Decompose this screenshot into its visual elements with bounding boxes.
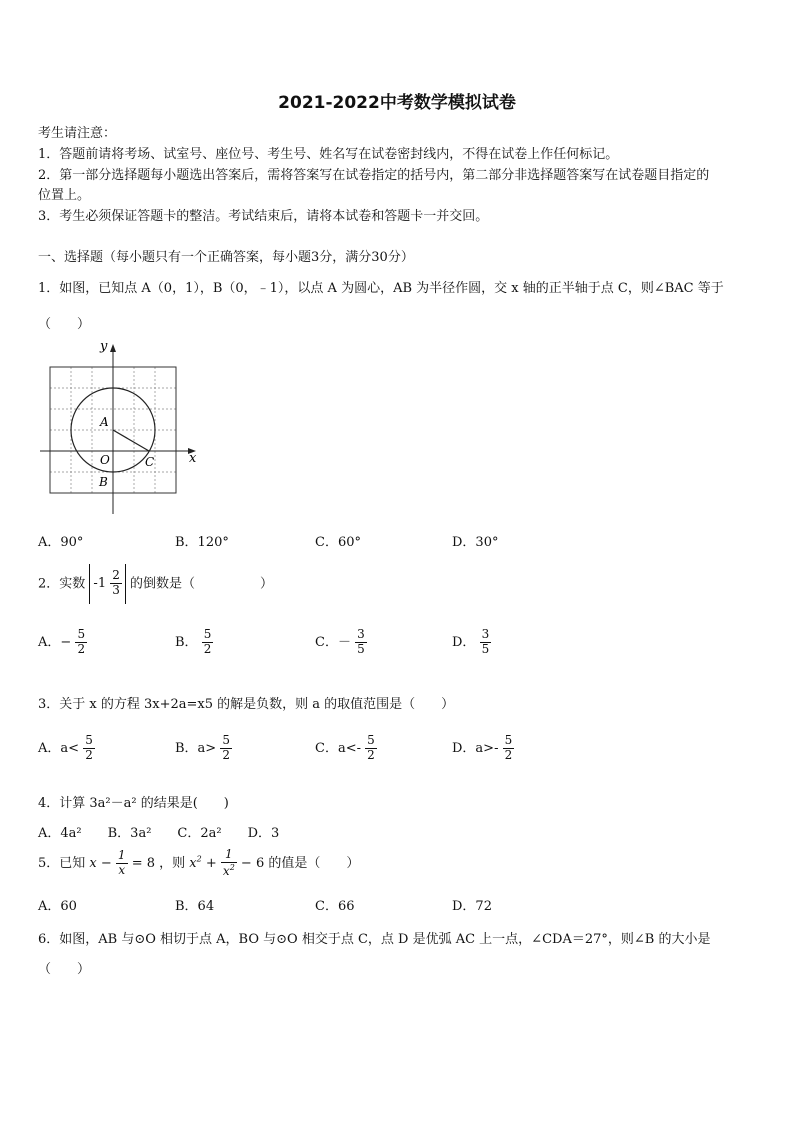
fig-label-C: C xyxy=(145,455,155,469)
q5-option-d: D．72 xyxy=(452,899,492,914)
q5-pre: 5．已知 xyxy=(38,855,86,871)
notice-heading: 考生请注意： xyxy=(38,126,117,141)
q2-line xyxy=(38,564,273,604)
q3-option-a: A．a< $\frac{5}{2}$ xyxy=(38,733,93,762)
fig-label-y: y xyxy=(100,339,108,354)
q2-option-c: C．－ $\frac{3}{5}$ xyxy=(315,627,365,656)
notice-item-3: 3．考生必须保证答题卡的整洁。考试结束后，请将本试卷和答题卡一并交回。 xyxy=(38,209,489,224)
q2-abs-value xyxy=(89,564,125,604)
q5-option-b: B．64 xyxy=(175,899,215,914)
q2-post: 的倒数是（ ） xyxy=(130,576,274,592)
q3-option-d: D．a>- $\frac{5}{2}$ xyxy=(452,733,513,762)
q4-text: 4．计算 3a²－a² 的结果是( ) xyxy=(38,796,229,811)
q1-figure xyxy=(36,338,200,518)
q5-line: 5．已知 x − $\frac{1}{x}$ = 8 ，则 $x^2$ + $\frac{1}{x^2}$ − 6 的值是（ ） xyxy=(38,847,360,878)
q6-paren: （ ） xyxy=(38,962,91,977)
q3-option-b: B．a> $\frac{5}{2}$ xyxy=(175,733,230,762)
q5-expr-left: x − $\frac{1}{x}$ xyxy=(89,848,126,877)
q2-num: 2 xyxy=(112,568,120,583)
q1-text: 1．如图，已知点 A（0，1），B（0，﹣1），以点 A 为圆心，AB 为半径作圆，交 x 轴的正半轴于点 C，则∠BAC 等于 xyxy=(38,281,724,296)
q1-paren: （ ） xyxy=(38,317,91,332)
q2-den: 3 xyxy=(112,583,120,597)
q2-option-a: A．− $\frac{5}{2}$ xyxy=(38,627,86,656)
q2-option-b: B． $\frac{5}{2}$ xyxy=(175,627,212,656)
notice-item-1: 1．答题前请将考场、试室号、座位号、考生号、姓名写在试卷密封线内，不得在试卷上作任何标记。 xyxy=(38,147,619,162)
q5-post: 的值是（ ） xyxy=(268,855,360,871)
page-title: 2021-2022中考数学模拟试卷 xyxy=(278,93,516,113)
notice-item-2: 2．第一部分选择题每小题选出答案后，需将答案写在试卷指定的括号内，第二部分非选择题答案写在试卷题目指定的 xyxy=(38,168,710,183)
q1-option-c: C．60° xyxy=(315,535,361,550)
q5-mid: ，则 xyxy=(159,855,186,871)
q6-text: 6．如图，AB 与⊙O 相切于点 A，BO 与⊙O 相交于点 C，点 D 是优弧 AC 上一点，∠CDA＝27°，则∠B 的大小是 xyxy=(38,932,711,947)
section-heading: 一、选择题（每小题只有一个正确答案，每小题3分，满分30分） xyxy=(38,250,414,265)
fig-label-B: B xyxy=(99,475,108,489)
q2-option-d: D． $\frac{3}{5}$ xyxy=(452,627,490,656)
q2-abs-int: -1 xyxy=(93,576,107,591)
q2-pre: 2．实数 xyxy=(38,576,86,592)
notice-item-2-cont: 位置上。 xyxy=(38,188,91,203)
q5-expr-right: $x^2$ + $\frac{1}{x^2}$ xyxy=(189,847,235,878)
q1-option-b: B．120° xyxy=(175,535,229,550)
q1-option-a: A．90° xyxy=(38,535,84,550)
fig-label-x: x xyxy=(189,451,197,466)
fig-label-A: A xyxy=(100,415,109,429)
q1-option-d: D．30° xyxy=(452,535,499,550)
q5-option-c: C．66 xyxy=(315,899,355,914)
q3-option-c: C．a<- $\frac{5}{2}$ xyxy=(315,733,375,762)
fig-label-O: O xyxy=(100,453,110,467)
q5-option-a: A．60 xyxy=(38,899,77,914)
q4-options: A．4a² B．3a² C．2a² D．3 xyxy=(38,826,280,841)
q3-text: 3．关于 x 的方程 3x+2a=x5 的解是负数，则 a 的取值范围是（ ） xyxy=(38,697,455,712)
